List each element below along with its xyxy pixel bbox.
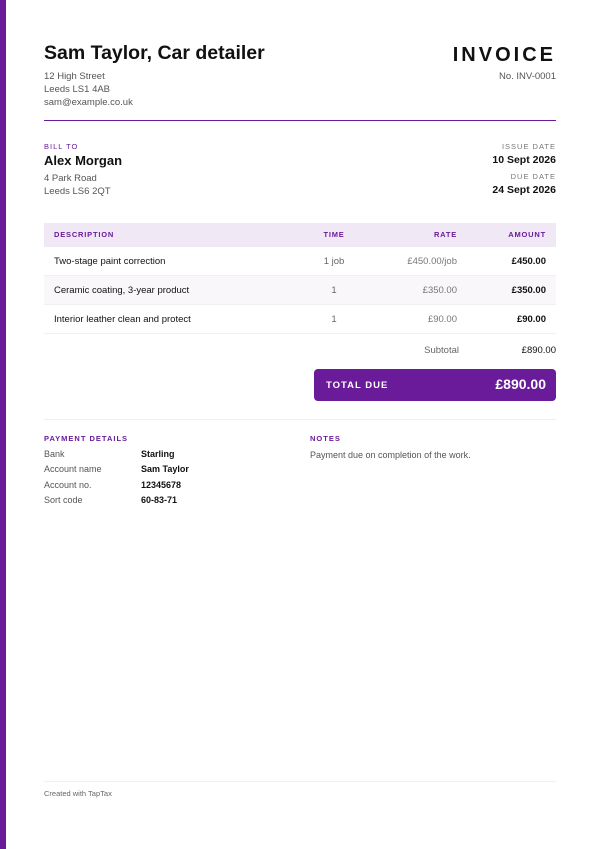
business-email: sam@example.co.uk (44, 97, 133, 108)
payment-details-label: PAYMENT DETAILS (44, 434, 129, 443)
row-amount: £90.00 (516, 314, 546, 325)
header-divider (44, 120, 556, 121)
row-rate: £90.00 (427, 314, 457, 325)
client-name: Alex Morgan (44, 153, 123, 168)
subtotal-label: Subtotal (424, 345, 459, 356)
subtotal-value: £890.00 (521, 345, 556, 356)
footer-text: Created with TapTax (44, 789, 112, 798)
payment-key: Bank (44, 449, 65, 459)
bill-to-label: BILL TO (44, 142, 79, 151)
issue-date-block (492, 142, 556, 166)
payment-value: Sam Taylor (141, 464, 189, 475)
notes-label: NOTES (310, 434, 341, 443)
due-date-label: DUE DATE (510, 172, 556, 181)
issue-date-label: ISSUE DATE (501, 142, 556, 151)
accent-bar (0, 0, 6, 849)
header-rate: RATE (433, 230, 457, 239)
payment-value: 12345678 (141, 479, 182, 490)
header-time: TIME (323, 230, 345, 239)
row-time: 1 (331, 285, 337, 296)
business-name: Sam Taylor, Car detailer (44, 42, 265, 64)
header-amount: AMOUNT (508, 230, 546, 239)
payment-row (44, 464, 284, 479)
table-header (44, 223, 556, 247)
header-description: DESCRIPTION (54, 230, 115, 239)
section-divider (44, 419, 556, 420)
due-date-value: 24 Sept 2026 (492, 184, 556, 196)
business-address-line2: Leeds LS1 4AB (44, 84, 111, 95)
business-address-line1: 12 High Street (44, 71, 105, 82)
invoice-number: No. INV-0001 (498, 71, 556, 82)
payment-value: 60-83-71 (141, 494, 178, 505)
invoice-page (44, 0, 556, 849)
row-description: Ceramic coating, 3-year product (54, 285, 190, 296)
invoice-header (44, 40, 556, 120)
footer-divider (44, 781, 556, 782)
table-row (44, 305, 556, 334)
total-due-box (314, 369, 556, 401)
notes-text: Payment due on completion of the work. (310, 450, 471, 460)
payment-row (44, 449, 284, 464)
total-due-value: £890.00 (495, 376, 546, 392)
row-description: Two-stage paint correction (54, 256, 166, 267)
table-row (44, 247, 556, 276)
row-time: 1 (331, 314, 337, 325)
payment-row (44, 480, 284, 495)
payment-key: Account no. (44, 479, 92, 490)
row-description: Interior leather clean and protect (54, 314, 191, 325)
issue-date-value: 10 Sept 2026 (492, 154, 556, 166)
payment-details (44, 449, 284, 510)
client-address-line2: Leeds LS6 2QT (44, 186, 111, 197)
payment-key: Account name (44, 464, 102, 475)
payment-row (44, 495, 284, 510)
client-address (44, 172, 111, 198)
client-address-line1: 4 Park Road (44, 173, 97, 184)
payment-value: Starling (141, 449, 175, 459)
row-amount: £350.00 (511, 285, 546, 296)
line-items-table (44, 223, 556, 334)
row-rate: £450.00/job (407, 256, 457, 267)
payment-key: Sort code (44, 494, 83, 505)
row-amount: £450.00 (511, 256, 546, 267)
row-time: 1 job (323, 256, 345, 267)
table-row (44, 276, 556, 305)
row-rate: £350.00 (422, 285, 457, 296)
total-due-label: TOTAL DUE (326, 380, 389, 391)
invoice-title: INVOICE (452, 44, 556, 66)
due-date-block (492, 172, 556, 196)
business-address (44, 70, 133, 109)
